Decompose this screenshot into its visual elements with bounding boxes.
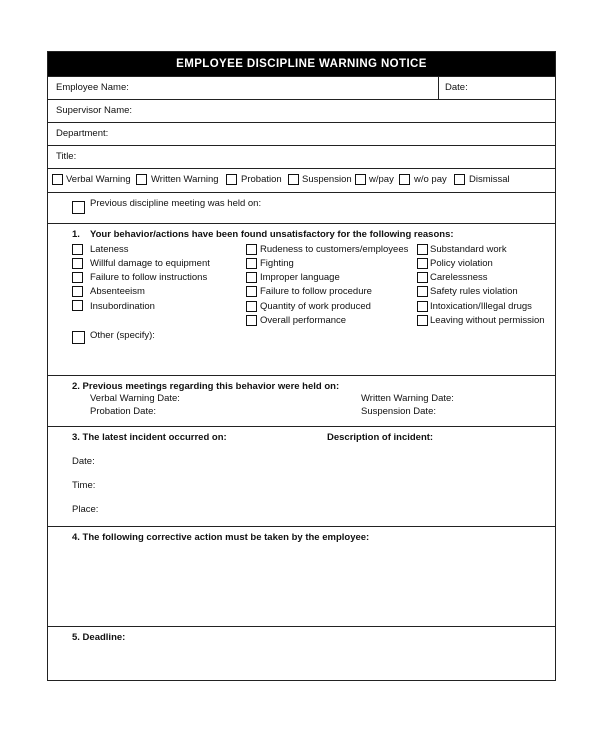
reason-label: Lateness — [90, 244, 129, 255]
policy-violation-checkbox[interactable] — [417, 258, 428, 269]
supervisor-name-label: Supervisor Name: — [56, 105, 133, 116]
employee-name-label: Employee Name: — [56, 82, 129, 93]
reason-label: Overall performance — [260, 315, 347, 326]
rudeness-checkbox[interactable] — [246, 244, 257, 255]
safety-rules-checkbox[interactable] — [417, 286, 428, 297]
section-2-heading: 2. Previous meetings regarding this behavior were held on: — [72, 381, 340, 392]
reason-label: Fighting — [260, 258, 294, 269]
suspension-label: Suspension — [302, 174, 352, 185]
absenteeism-checkbox[interactable] — [72, 286, 83, 297]
form-title: EMPLOYEE DISCIPLINE WARNING NOTICE — [48, 52, 555, 76]
description-of-incident-label: Description of incident: — [327, 432, 434, 443]
with-pay-checkbox[interactable] — [355, 174, 366, 185]
written-warning-label: Written Warning — [151, 174, 219, 185]
other-checkbox[interactable] — [72, 331, 85, 344]
title-row — [48, 145, 555, 168]
quantity-of-work-checkbox[interactable] — [246, 301, 257, 312]
section-1-heading: Your behavior/actions have been found unsatisfactory for the following reasons: — [90, 229, 454, 240]
previous-meeting-label: Previous discipline meeting was held on: — [90, 198, 262, 209]
dismissal-checkbox[interactable] — [454, 174, 465, 185]
department-row — [48, 122, 555, 145]
intoxication-checkbox[interactable] — [417, 301, 428, 312]
probation-checkbox[interactable] — [226, 174, 237, 185]
reason-label: Substandard work — [430, 244, 507, 255]
section-3 — [48, 426, 555, 526]
reason-label: Quantity of work produced — [260, 301, 371, 312]
probation-label: Probation — [241, 174, 282, 185]
substandard-work-checkbox[interactable] — [417, 244, 428, 255]
department-label: Department: — [56, 128, 109, 139]
reason-label: Rudeness to customers/employees — [260, 244, 409, 255]
failure-instructions-checkbox[interactable] — [72, 272, 83, 283]
failure-procedure-checkbox[interactable] — [246, 286, 257, 297]
suspension-checkbox[interactable] — [288, 174, 299, 185]
willful-damage-checkbox[interactable] — [72, 258, 83, 269]
verbal-warning-label: Verbal Warning — [66, 174, 131, 185]
reason-label: Improper language — [260, 272, 340, 283]
incident-date-label: Date: — [72, 456, 95, 467]
section-3-heading: 3. The latest incident occurred on: — [72, 432, 227, 443]
carelessness-checkbox[interactable] — [417, 272, 428, 283]
warning-type-row — [48, 168, 555, 192]
previous-meeting-checkbox[interactable] — [72, 201, 85, 214]
section-2 — [48, 375, 555, 426]
reason-label: Policy violation — [430, 258, 493, 269]
divider — [438, 77, 439, 99]
reason-label: Willful damage to equipment — [90, 258, 210, 269]
verbal-warning-date-label: Verbal Warning Date: — [90, 393, 180, 404]
section-4-heading: 4. The following corrective action must be taken by the employee: — [72, 532, 370, 543]
reason-label: Intoxication/Illegal drugs — [430, 301, 532, 312]
reason-label: Leaving without permission — [430, 315, 545, 326]
employee-name-row — [48, 76, 555, 99]
reason-label: Safety rules violation — [430, 286, 518, 297]
section-5 — [48, 626, 555, 680]
written-warning-date-label: Written Warning Date: — [361, 393, 454, 404]
previous-meeting-row — [48, 192, 555, 223]
probation-date-label: Probation Date: — [90, 406, 157, 417]
section-1 — [48, 223, 555, 375]
title-label: Title: — [56, 151, 77, 162]
dismissal-label: Dismissal — [469, 174, 510, 185]
without-pay-checkbox[interactable] — [399, 174, 410, 185]
without-pay-label: w/o pay — [414, 174, 447, 185]
insubordination-checkbox[interactable] — [72, 300, 83, 311]
reason-label: Absenteeism — [90, 286, 145, 297]
discipline-warning-form — [47, 51, 556, 681]
leaving-without-permission-checkbox[interactable] — [417, 315, 428, 326]
date-label: Date: — [445, 82, 468, 93]
incident-place-label: Place: — [72, 504, 99, 515]
written-warning-checkbox[interactable] — [136, 174, 147, 185]
section-5-heading: 5. Deadline: — [72, 632, 126, 643]
overall-performance-checkbox[interactable] — [246, 315, 257, 326]
incident-time-label: Time: — [72, 480, 96, 491]
section-4 — [48, 526, 555, 626]
other-label: Other (specify): — [90, 330, 155, 341]
supervisor-name-row — [48, 99, 555, 122]
reason-label: Insubordination — [90, 301, 155, 312]
reason-label: Failure to follow instructions — [90, 272, 208, 283]
lateness-checkbox[interactable] — [72, 244, 83, 255]
reason-label: Failure to follow procedure — [260, 286, 372, 297]
reason-label: Carelessness — [430, 272, 488, 283]
suspension-date-label: Suspension Date: — [361, 406, 436, 417]
with-pay-label: w/pay — [369, 174, 394, 185]
verbal-warning-checkbox[interactable] — [52, 174, 63, 185]
section-1-number: 1. — [72, 229, 80, 240]
fighting-checkbox[interactable] — [246, 258, 257, 269]
improper-language-checkbox[interactable] — [246, 272, 257, 283]
